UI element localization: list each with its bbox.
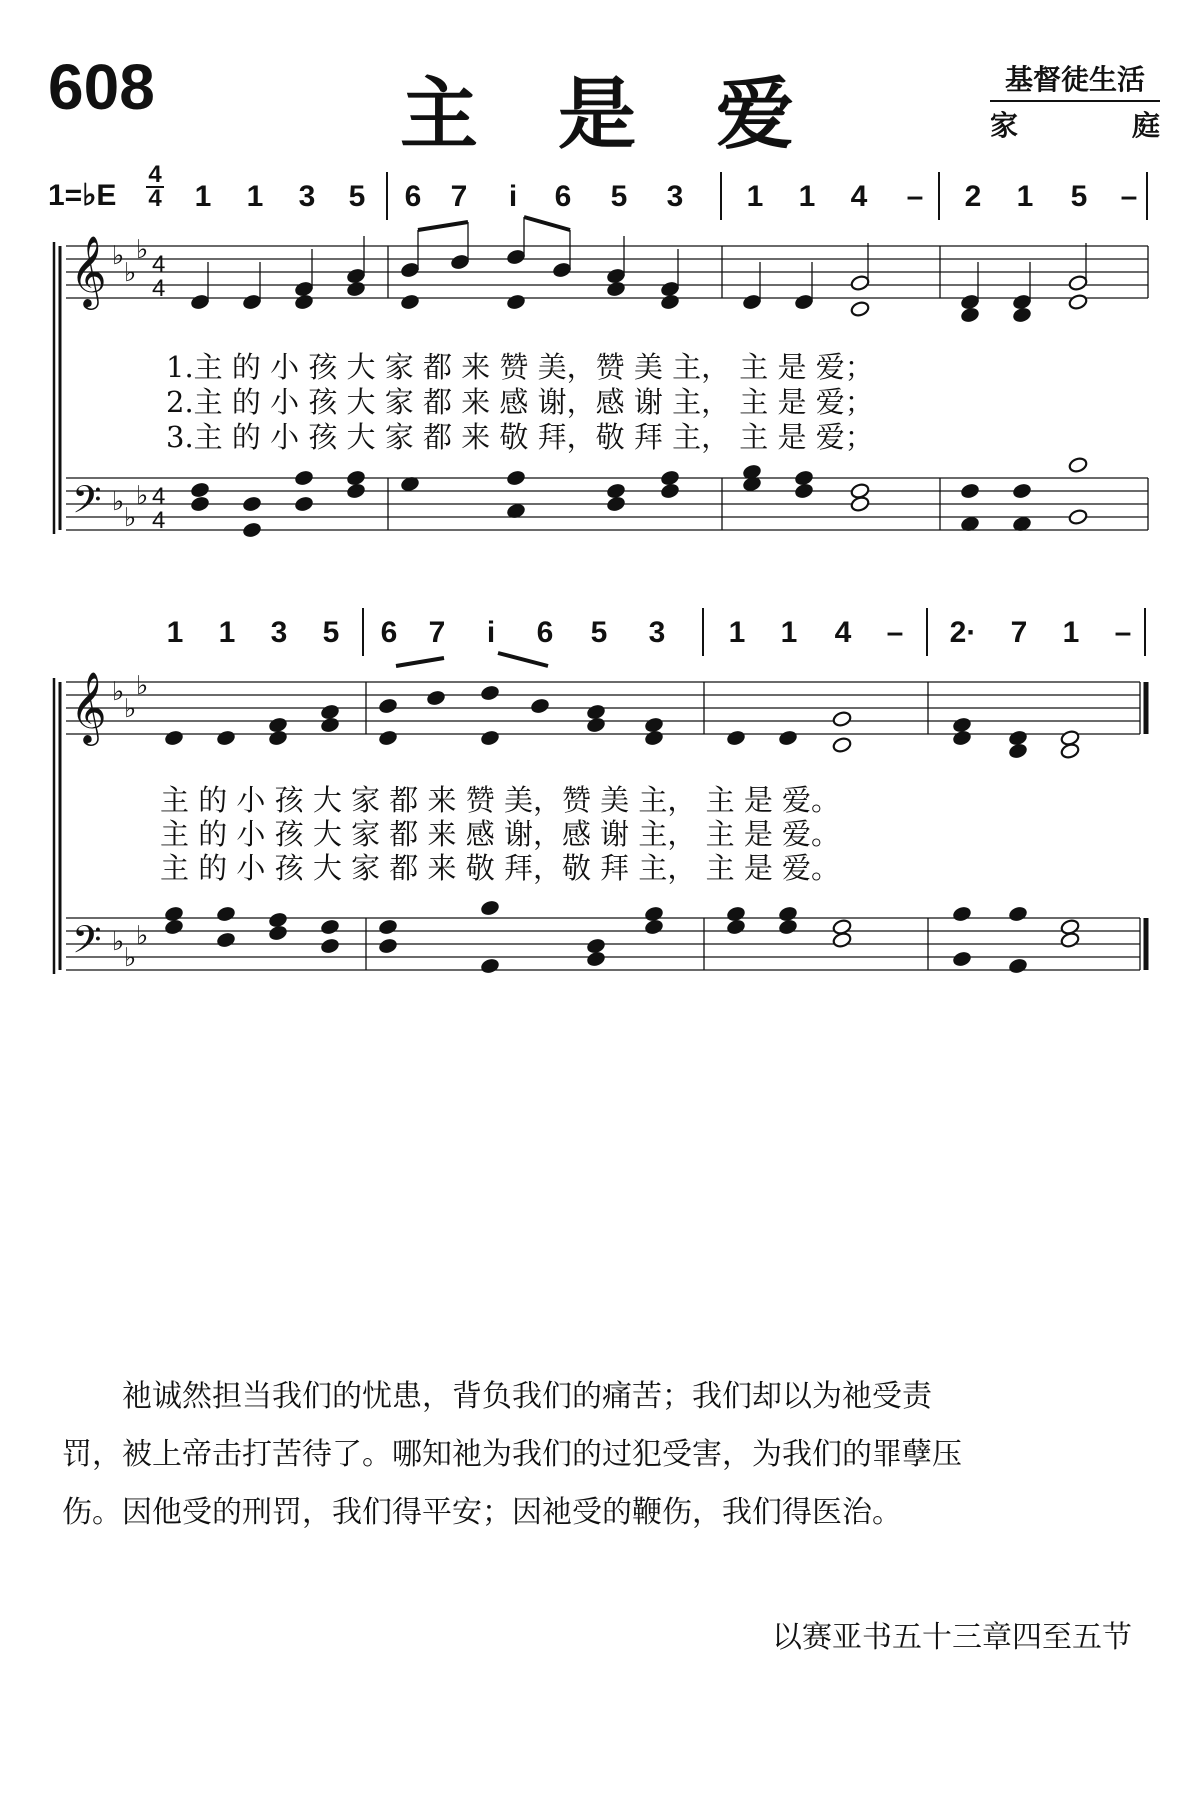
lyrics-verse-3: 3.主 的 小 孩 大 家 都 来 敬 拜，敬 拜 主， 主 是 爱； xyxy=(166,420,874,454)
jianpu-note: – xyxy=(906,180,924,213)
jianpu-note: 3 xyxy=(666,180,684,213)
jianpu-note: 1 xyxy=(218,616,236,649)
svg-text:4: 4 xyxy=(152,483,166,510)
scripture-line: 罚，被上帝击打苦待了。哪知祂为我们的过犯受害，为我们的罪孽压 xyxy=(62,1437,962,1472)
lyrics-verse-2: 2.主 的 小 孩 大 家 都 来 感 谢，感 谢 主， 主 是 爱； xyxy=(166,385,874,419)
jianpu-note: – xyxy=(1114,616,1132,649)
svg-text:𝄞: 𝄞 xyxy=(70,670,107,743)
jianpu-note: i xyxy=(508,180,518,213)
jianpu-note: 6 xyxy=(554,180,572,213)
jianpu-note: 1 xyxy=(194,180,212,213)
lyrics-verse-2-line-2: 主 的 小 孩 大 家 都 来 感 谢，感 谢 主， 主 是 爱。 xyxy=(160,817,841,851)
svg-text:♭: ♭ xyxy=(136,671,149,701)
jianpu-note: 1 xyxy=(166,616,184,649)
jianpu-note: 6 xyxy=(380,616,398,649)
category-label: 基督徒生活 xyxy=(990,58,1160,102)
lyrics-verse-1: 1.主 的 小 孩 大 家 都 来 赞 美，赞 美 主， 主 是 爱； xyxy=(166,350,874,384)
jianpu-note: 6 xyxy=(536,616,554,649)
svg-text:♭: ♭ xyxy=(136,235,149,265)
jianpu-note: 5 xyxy=(590,616,608,649)
jianpu-note: 2 xyxy=(964,180,982,213)
jianpu-note: 1 xyxy=(246,180,264,213)
svg-text:𝄢: 𝄢 xyxy=(72,477,102,531)
key-signature-text: 1=♭E xyxy=(48,179,117,212)
jianpu-note: 5 xyxy=(1070,180,1088,213)
jianpu-note: 4 xyxy=(850,180,868,213)
svg-text:𝄞: 𝄞 xyxy=(70,234,107,307)
jianpu-note: 3 xyxy=(270,616,288,649)
scripture-line: 伤。因他受的刑罚，我们得平安；因祂受的鞭伤，我们得医治。 xyxy=(62,1495,902,1530)
scripture-passage xyxy=(62,1368,1142,1542)
lyrics-verse-3-line-2: 主 的 小 孩 大 家 都 来 敬 拜，敬 拜 主， 主 是 爱。 xyxy=(160,851,841,885)
jianpu-note: 1 xyxy=(728,616,746,649)
time-sig-top: 4 xyxy=(146,164,164,188)
jianpu-note: 1 xyxy=(1016,180,1034,213)
jianpu-note: 1 xyxy=(746,180,764,213)
jianpu-note: 7 xyxy=(428,616,446,649)
svg-text:4: 4 xyxy=(152,275,166,302)
jianpu-note: 5 xyxy=(322,616,340,649)
svg-text:♭: ♭ xyxy=(124,694,137,724)
subcategory-char: 庭 xyxy=(1131,109,1160,142)
subcategory-char: 家 xyxy=(990,109,1019,142)
jianpu-note: 3 xyxy=(648,616,666,649)
jianpu-note: 5 xyxy=(348,180,366,213)
scripture-reference: 以赛亚书五十三章四至五节 xyxy=(772,1620,1132,1655)
svg-text:♭: ♭ xyxy=(124,943,137,973)
svg-text:♭: ♭ xyxy=(112,677,125,707)
svg-text:4: 4 xyxy=(152,507,166,534)
jianpu-note: 3 xyxy=(298,180,316,213)
svg-text:♭: ♭ xyxy=(136,921,149,951)
svg-text:♭: ♭ xyxy=(112,927,125,957)
scripture-line: 祂诚然担当我们的忧患，背负我们的痛苦；我们却以为祂受责 xyxy=(62,1379,932,1414)
jianpu-note: 2· xyxy=(949,616,977,649)
svg-text:♭: ♭ xyxy=(112,241,125,271)
svg-text:♭: ♭ xyxy=(136,481,149,511)
jianpu-note: 1 xyxy=(780,616,798,649)
jianpu-note: 7 xyxy=(1010,616,1028,649)
jianpu-note: 1 xyxy=(798,180,816,213)
jianpu-note: 5 xyxy=(610,180,628,213)
lyrics-verse-1-line-2: 主 的 小 孩 大 家 都 来 赞 美，赞 美 主， 主 是 爱。 xyxy=(160,783,841,817)
jianpu-note: 6 xyxy=(404,180,422,213)
jianpu-note: – xyxy=(886,616,904,649)
svg-text:4: 4 xyxy=(152,251,166,278)
jianpu-note: 7 xyxy=(450,180,468,213)
jianpu-note: 1 xyxy=(1062,616,1080,649)
svg-text:♭: ♭ xyxy=(112,487,125,517)
hymn-number: 608 xyxy=(48,51,155,123)
jianpu-note: – xyxy=(1120,180,1138,213)
hymn-title: 主是爱 xyxy=(400,69,875,160)
svg-text:♭: ♭ xyxy=(124,258,137,288)
svg-text:𝄢: 𝄢 xyxy=(72,917,102,971)
jianpu-note: 4 xyxy=(834,616,852,649)
jianpu-note: i xyxy=(486,616,496,649)
svg-text:♭: ♭ xyxy=(124,503,137,533)
time-sig-bottom: 4 xyxy=(148,185,162,212)
